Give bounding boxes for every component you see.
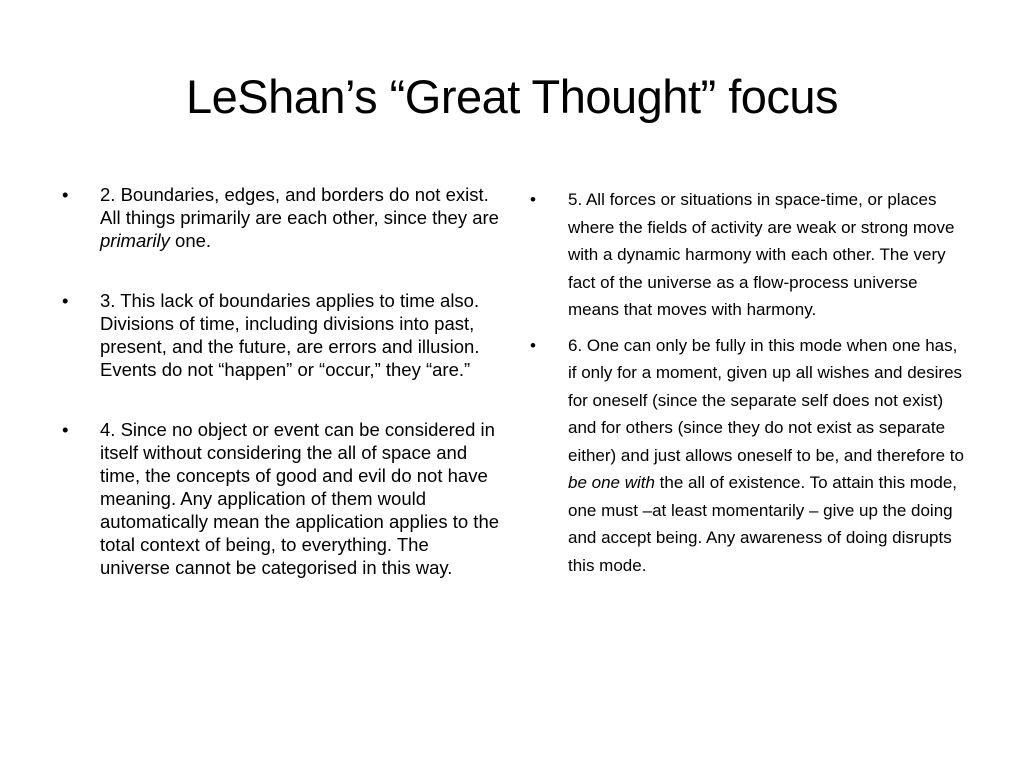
bullet-text-emphasis: be one with	[568, 473, 655, 492]
bullet-dot-icon: •	[530, 335, 536, 355]
bullet-item	[62, 289, 500, 381]
bullet-item	[62, 183, 500, 252]
bullet-text-segment: 6. One can only be fully in this mode when one has, if only for a moment, given up all wishes and desires for oneself (since the separate self does not exist) and for others (since they do not exist as separate either) and just allows oneself to be, and therefore to	[568, 335, 964, 465]
bullet-text	[100, 419, 499, 578]
bullet-dot-icon: •	[62, 419, 69, 440]
bullet-text	[100, 290, 479, 380]
bullet-text-segment: 5. All forces or situations in space-time, or places where the fields of activity are weak or strong move with a dynamic harmony with each other. The very fact of the universe as a flow-process universe means that moves with harmony.	[568, 190, 955, 319]
slide-title: LeShan’s “Great Thought” focus	[185, 70, 839, 123]
bullet-dot-icon: •	[62, 184, 69, 205]
bullet-item	[530, 332, 970, 580]
bullet-text-segment: 2. Boundaries, edges, and borders do not exist. All things primarily are each other, since they are	[100, 184, 499, 228]
bullet-item	[62, 418, 500, 579]
bullet-text-emphasis: primarily	[100, 230, 170, 251]
bullet-item	[530, 186, 970, 324]
bullet-text	[568, 190, 954, 319]
bullet-text-segment: one.	[169, 230, 212, 251]
bullet-text-segment: the all of existence. To attain this mode, one must –at least momentarily – give up the doing and accept being. Any awareness of doing disrupts this mode.	[568, 473, 958, 575]
bullet-text-segment: 4. Since no object or event can be considered in itself without considering the all of space and time, the concepts of good and evil do not have meaning. Any application of them would automatically mean the application applies to the total context of being, to everything. The universe cannot be categorised in this way.	[100, 419, 500, 578]
bullet-dot-icon: •	[62, 290, 69, 311]
left-bullet-list	[62, 183, 500, 616]
right-bullet-list	[530, 186, 970, 587]
bullet-text	[568, 336, 964, 575]
bullet-text-segment: 3. This lack of boundaries applies to time also. Divisions of time, including divisions into past, present, and the future, are errors and illusion. Events do not “happen” or “occur,” they “are.”	[100, 290, 480, 380]
bullet-text	[100, 184, 499, 251]
bullet-dot-icon: •	[530, 190, 536, 209]
